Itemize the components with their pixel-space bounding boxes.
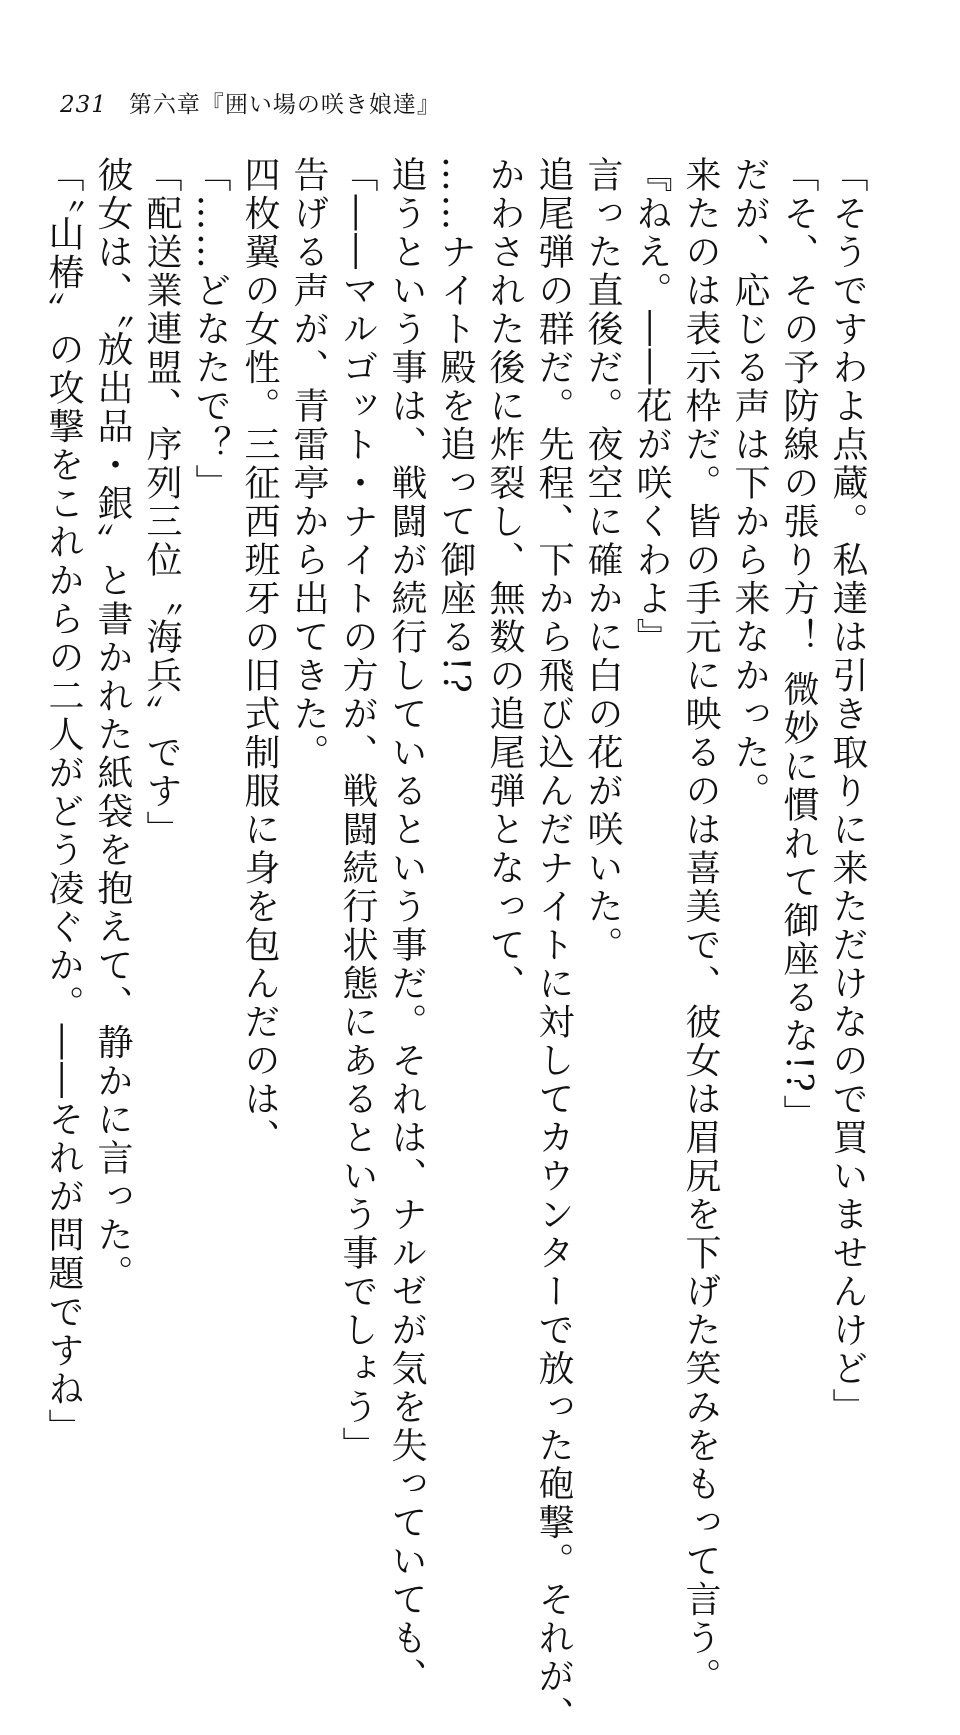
text-column: 『ねえ。――花が咲くわよ』 (631, 156, 672, 657)
text-column: だが、応じる声は下から来なかった。 (729, 156, 770, 811)
text-column: 「――マルゴット・ナイトの方が、戦闘続行状態にあるという事でしょう」 (337, 156, 378, 1465)
text-column: 「そ、その予防線の張り方！ 微妙に慣れて御座るな!?」 (778, 156, 819, 1133)
text-column: 言った直後だ。夜空に確かに白の花が咲いた。 (582, 156, 623, 965)
page-number: 231 (60, 92, 107, 118)
text-column: 「……どなたで？」 (190, 156, 231, 503)
text-column: 「〝山椿〟の攻撃をこれからの二人がどう凌ぐか。――それが問題ですね」 (43, 156, 84, 1447)
chapter-title: 第六章『囲い場の咲き娘達』 (128, 92, 441, 118)
text-column: 「そうですわよ点蔵。私達は引き取りに来ただけなので買いませんけど」 (827, 156, 868, 1427)
text-column: ……ナイト殿を追って御座る!? (435, 156, 476, 696)
text-column: 四枚翼の女性。三征西班牙の旧式制服に身を包んだのは、 (239, 156, 280, 1157)
text-column: 来たのは表示枠だ。皆の手元に映るのは喜美で、彼女は眉尻を下げた笑みをもって言う。 (680, 156, 721, 1696)
text-column: 追尾弾の群だ。先程、下から飛び込んだナイトに対してカウンターで放った砲撃。それが、 (533, 156, 574, 1735)
text-column: 彼女は、〝放出品・銀〟と書かれた紙袋を抱えて、静かに言った。 (92, 156, 133, 1293)
text-column: 「配送業連盟、序列三位〝海兵〟です」 (141, 156, 182, 849)
text-column: かわされた後に炸裂し、無数の追尾弾となって、 (484, 156, 525, 1003)
text-column: 告げる声が、青雷亭から出てきた。 (288, 156, 329, 772)
text-column: 追うという事は、戦闘が続行しているという事だ。それは、ナルゼが気を失っていても、 (386, 156, 427, 1696)
